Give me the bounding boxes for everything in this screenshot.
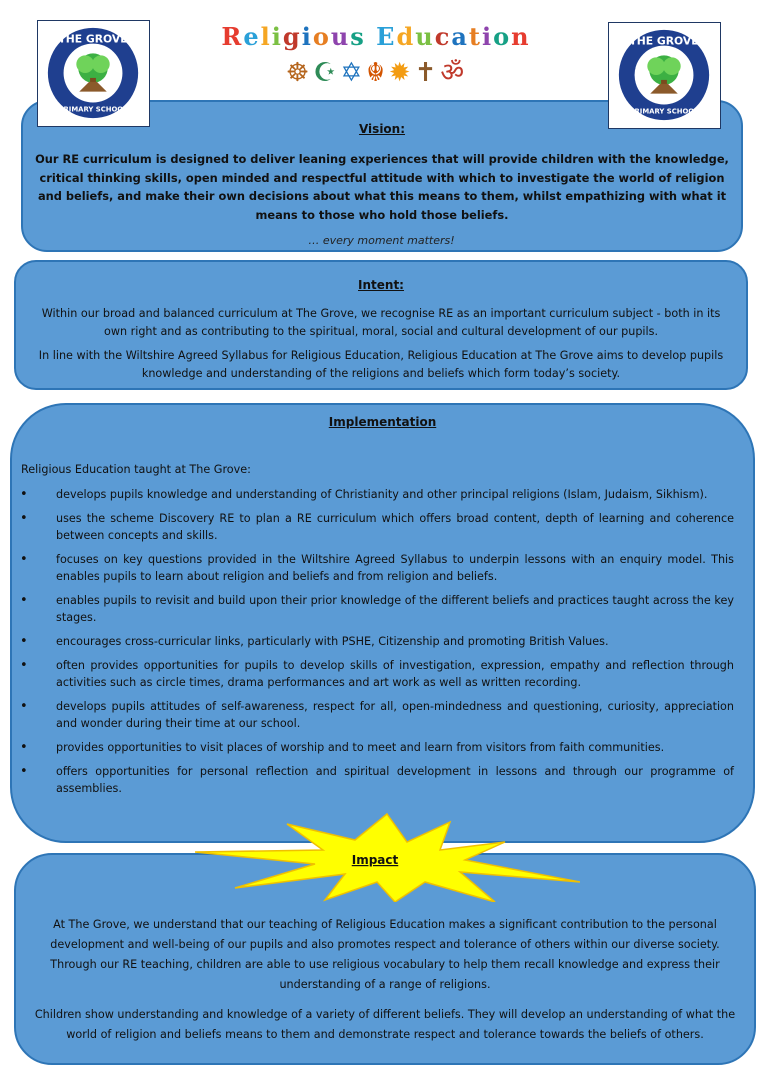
impact-starburst — [195, 812, 580, 902]
header-title-letter: d — [396, 22, 414, 51]
header-title-letter: E — [376, 22, 395, 51]
star-of-david-icon: ✡ — [340, 58, 363, 88]
implementation-bullet: • develops pupils attitudes of self-awareness, respect for all, open-mindedness and questioning, curiosity, appreciation and wonder during their time at our school. — [20, 698, 734, 732]
header-title-letter: e — [243, 22, 259, 51]
intent-para-2: In line with the Wiltshire Agreed Syllabus for Religious Education, Religious Education at The Grove aims to develop pupils knowledge and understanding of the religions and beliefs which form today’s society. — [38, 349, 724, 380]
header-title-letter: s — [350, 22, 364, 51]
sun-icon: ✹ — [388, 58, 411, 88]
school-logo-right — [608, 22, 721, 129]
header-title-letter: o — [493, 22, 510, 51]
implementation-bullet: • uses the scheme Discovery RE to plan a RE curriculum which offers broad content, depth of learning and coherence between concepts and skills. — [20, 510, 734, 544]
cross-icon: ✝ — [414, 58, 437, 88]
header-title-letter: R — [221, 22, 242, 51]
om-icon: ॐ — [440, 58, 465, 88]
svg-text:PRIMARY SCHOOL: PRIMARY SCHOOL — [629, 107, 699, 116]
implementation-bullet: • develops pupils knowledge and understanding of Christianity and other principal religions (Islam, Judaism, Sikhism). — [20, 486, 734, 503]
intent-title: Intent: — [358, 278, 404, 292]
school-logo-left — [37, 20, 150, 127]
vision-tagline: … every moment matters! — [308, 234, 455, 247]
svg-text:PRIMARY SCHOOL: PRIMARY SCHOOL — [58, 105, 128, 114]
vision-text: Our RE curriculum is designed to deliver leaning experiences that will provide children with the knowledge, critical thinking skills, open minded and respectful attitude with which to investigate the world of religion and beliefs, and make their own decisions about what this means to them, whilst empathizing with what it means to those who hold those beliefs. — [35, 152, 729, 222]
page-header — [220, 22, 530, 89]
impact-title: Impact — [351, 853, 399, 867]
header-title-letter: g — [282, 22, 300, 51]
header-title-letter: i — [301, 22, 311, 51]
header-title-letter: i — [271, 22, 281, 51]
implementation-title: Implementation — [328, 415, 437, 429]
svg-text:THE GROVE: THE GROVE — [629, 34, 699, 48]
implementation-bullet: • enables pupils to revisit and build upon their prior knowledge of the different beliefs and practices taught across the key stages. — [20, 592, 734, 626]
implementation-bullet: • provides opportunities to visit places of worship and to meet and learn from visitors from faith communities. — [20, 739, 734, 756]
header-title-letter: n — [511, 22, 529, 51]
intent-para-1: Within our broad and balanced curriculum at The Grove, we recognise RE as an important curriculum subject - both in its own right and as contributing to the spiritual, moral, social and cultural development of our pupils. — [41, 307, 721, 338]
header-title-letter: u — [330, 22, 349, 51]
school-crest-icon — [38, 21, 149, 126]
impact-para-2: Children show understanding and knowledge of a variety of different beliefs. They will develop an understanding of what the world of religion and beliefs means to them and demonstrate respect and tolerance towards the beliefs of others. — [34, 1008, 736, 1041]
header-title-letter — [365, 22, 375, 51]
implementation-bullet: • offers opportunities for personal reflection and spiritual development in lessons and through our programme of assemblies. — [20, 763, 734, 797]
vision-title: Vision: — [358, 122, 406, 136]
header-title-letter: a — [451, 22, 467, 51]
star-crescent-icon: ☪ — [313, 58, 337, 88]
svg-text:THE GROVE: THE GROVE — [58, 32, 128, 46]
school-crest-icon — [609, 23, 720, 128]
dharma-wheel-icon: ☸ — [285, 58, 310, 88]
header-title-letter: l — [260, 22, 270, 51]
intent-panel — [14, 260, 748, 390]
implementation-bullet: • encourages cross-curricular links, particularly with PSHE, Citizenship and promoting British Values. — [20, 633, 734, 650]
header-title-letter: t — [468, 22, 480, 51]
khanda-icon: ☬ — [366, 58, 385, 88]
religion-symbols — [220, 53, 530, 89]
header-title-letter: c — [434, 22, 450, 51]
header-title-letter: i — [481, 22, 492, 51]
implementation-bullet: • often provides opportunities for pupils to develop skills of investigation, expression, empathy and reflection through activities such as circle times, drama performances and art work as well as written recording. — [20, 657, 734, 691]
implementation-list — [20, 486, 734, 804]
impact-para-1: At The Grove, we understand that our teaching of Religious Education makes a significant contribution to the personal development and well-being of our pupils and also promotes respect and tolerance of others within our diverse society. Through our RE teaching, children are able to use religious vocabulary to help them recall knowledge and express their understanding of a range of religions. — [50, 918, 720, 991]
header-title-letter: u — [415, 22, 433, 51]
implementation-intro: Religious Education taught at The Grove: — [21, 463, 251, 476]
implementation-bullet: • focuses on key questions provided in the Wiltshire Agreed Syllabus to underpin lessons with an enquiry model. This enables pupils to learn about religion and beliefs and from religion and beliefs. — [20, 551, 734, 585]
header-title-letter: o — [312, 22, 329, 51]
header-title — [220, 22, 530, 51]
